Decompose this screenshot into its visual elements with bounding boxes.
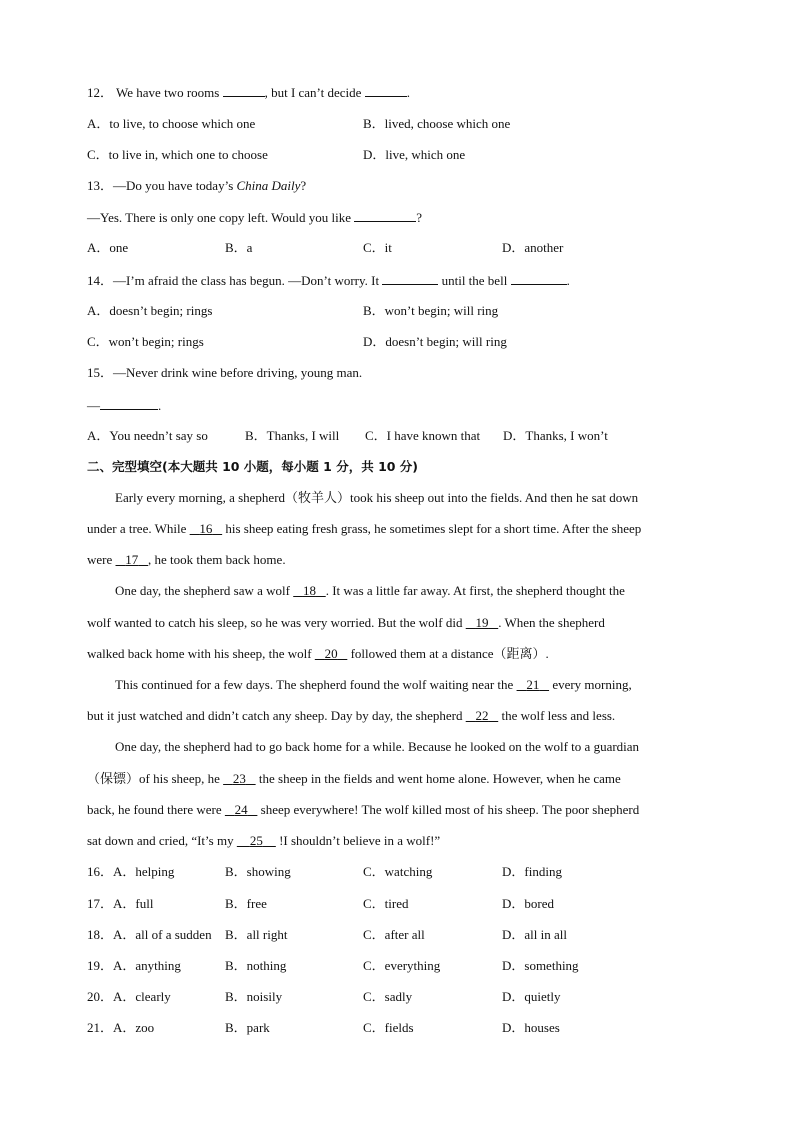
- cloze-option-16-a: 16．A．helping: [87, 864, 175, 879]
- option-15-b: B．Thanks, I will: [245, 428, 340, 443]
- cloze-blank-16: 16: [199, 521, 213, 536]
- question-15-stem-2: — .: [87, 398, 162, 413]
- passage-line: but it just watched and didn’t catch any sheep. Day by day, the shepherd 22 the wolf less and less.: [87, 708, 616, 723]
- cloze-blank-24: 24: [234, 802, 248, 817]
- cloze-blank-20: 20: [324, 646, 338, 661]
- section-heading: 二、完型填空(本大题共 10 小题，每小题 1 分，共 10 分): [87, 459, 419, 474]
- option-14-a: A．doesn’t begin; rings: [87, 303, 213, 318]
- passage-line: This continued for a few days. The shepherd found the wolf waiting near the 21 every morning,: [115, 677, 632, 692]
- answer-blank: [511, 272, 567, 285]
- option-15-d: D．Thanks, I won’t: [503, 428, 608, 443]
- passage-line: （保镖）of his sheep, he 23 the sheep in the fields and went home alone. However, when he came: [87, 771, 621, 786]
- passage-line: were 17 , he took them back home.: [87, 552, 286, 567]
- cloze-option-20-b: B．noisily: [225, 989, 283, 1004]
- cloze-option-20-a: 20．A．clearly: [87, 989, 171, 1004]
- option-13-c: C．it: [363, 240, 392, 255]
- cloze-option-17-c: C．tired: [363, 896, 409, 911]
- passage-line: wolf wanted to catch his sleep, so he was very worried. But the wolf did 19 . When the shepherd: [87, 615, 605, 630]
- answer-blank: [100, 397, 158, 410]
- cloze-option-21-a: 21．A．zoo: [87, 1020, 155, 1035]
- option-12-b: B．lived, choose which one: [363, 116, 511, 131]
- answer-blank: [223, 84, 265, 97]
- cloze-blank-21: 21: [526, 677, 540, 692]
- cloze-option-19-d: D．something: [502, 958, 579, 973]
- cloze-blank-22: 22: [475, 708, 489, 723]
- passage-line: under a tree. While 16 his sheep eating fresh grass, he sometimes slept for a short time. After the sheep: [87, 521, 642, 536]
- cloze-blank-18: 18: [302, 583, 316, 598]
- cloze-option-21-c: C．fields: [363, 1020, 414, 1035]
- cloze-option-21-d: D．houses: [502, 1020, 560, 1035]
- option-13-a: A．one: [87, 240, 129, 255]
- cloze-option-16-c: C．watching: [363, 864, 433, 879]
- option-13-b: B．a: [225, 240, 253, 255]
- cloze-option-16-d: D．finding: [502, 864, 562, 879]
- cloze-option-19-b: B．nothing: [225, 958, 287, 973]
- cloze-option-16-b: B．showing: [225, 864, 291, 879]
- option-14-d: D．doesn’t begin; will ring: [363, 334, 507, 349]
- passage-line: back, he found there were 24 sheep everywhere! The wolf killed most of his sheep. The poor shepherd: [87, 802, 640, 817]
- answer-blank: [382, 272, 438, 285]
- option-15-a: A．You needn’t say so: [87, 428, 208, 443]
- question-12-stem: 12． We have two rooms , but I can’t decide .: [87, 85, 410, 100]
- cloze-option-17-b: B．free: [225, 896, 267, 911]
- passage-line: walked back home with his sheep, the wolf 20 followed them at a distance（距离）.: [87, 646, 549, 661]
- option-13-d: D．another: [502, 240, 564, 255]
- answer-blank: [354, 209, 416, 222]
- question-14-stem: 14．—I’m afraid the class has begun. —Don’t worry. It until the bell .: [87, 273, 570, 288]
- cloze-blank-25: 25: [249, 833, 263, 848]
- cloze-blank-19: 19: [475, 615, 489, 630]
- option-14-b: B．won’t begin; will ring: [363, 303, 499, 318]
- passage-line: One day, the shepherd saw a wolf 18 . It was a little far away. At first, the shepherd thought the: [115, 583, 625, 598]
- cloze-option-18-b: B．all right: [225, 927, 288, 942]
- question-13-stem-2: —Yes. There is only one copy left. Would you like ?: [87, 210, 423, 225]
- question-15-stem: 15．—Never drink wine before driving, young man.: [87, 365, 363, 380]
- cloze-option-19-a: 19．A．anything: [87, 958, 181, 973]
- option-15-c: C．I have known that: [365, 428, 481, 443]
- cloze-option-20-c: C．sadly: [363, 989, 413, 1004]
- passage-line: sat down and cried, “It’s my 25 !I shouldn’t believe in a wolf!”: [87, 833, 441, 848]
- cloze-option-18-a: 18．A．all of a sudden: [87, 927, 212, 942]
- cloze-option-18-c: C．after all: [363, 927, 425, 942]
- cloze-option-18-d: D．all in all: [502, 927, 567, 942]
- cloze-option-17-d: D．bored: [502, 896, 554, 911]
- question-13-stem: 13．—Do you have today’s China Daily?: [87, 178, 307, 193]
- option-12-d: D．live, which one: [363, 147, 466, 162]
- cloze-blank-17: 17: [125, 552, 139, 567]
- option-12-c: C．to live in, which one to choose: [87, 147, 268, 162]
- answer-blank: [365, 84, 407, 97]
- option-12-a: A．to live, to choose which one: [87, 116, 256, 131]
- passage-line: One day, the shepherd had to go back home for a while. Because he looked on the wolf to a guardian: [115, 739, 640, 754]
- option-14-c: C．won’t begin; rings: [87, 334, 204, 349]
- cloze-option-19-c: C．everything: [363, 958, 441, 973]
- passage-line: Early every morning, a shepherd（牧羊人）took his sheep out into the fields. And then he sat down: [115, 490, 639, 505]
- cloze-option-20-d: D．quietly: [502, 989, 561, 1004]
- cloze-option-17-a: 17．A．full: [87, 896, 154, 911]
- cloze-option-21-b: B．park: [225, 1020, 270, 1035]
- cloze-blank-23: 23: [232, 771, 246, 786]
